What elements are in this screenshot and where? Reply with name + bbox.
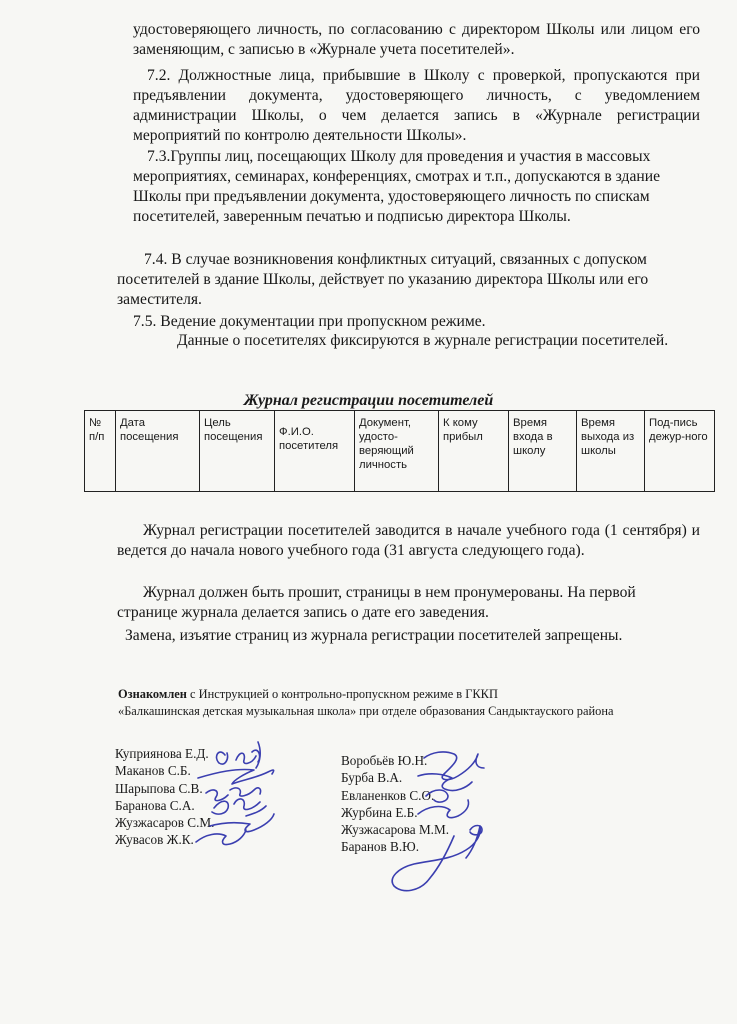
acknowledgement-text: с Инструкцией о контрольно-пропускном режиме в ГККП xyxy=(186,687,498,701)
table-header-cell: Под-пись дежур-ного xyxy=(645,411,715,492)
signatory-name: Маканов С.Б. xyxy=(115,763,191,779)
signatories-right xyxy=(341,752,449,856)
paragraph-7-4: 7.4. В случае возникновения конфликтных ситуаций, связанных с допуском посетителей в здание Школы, действует по указанию директора Школы или его заместителя. xyxy=(117,251,649,308)
signature-mark xyxy=(210,814,274,832)
table-header-cell: Ф.И.О. посетителя xyxy=(275,411,355,492)
table-header-cell: К кому прибыл xyxy=(439,411,509,492)
signatory-name: Жузжасаров С.М. xyxy=(115,815,215,831)
paragraph-7-5: 7.5. Ведение документации при пропускном режиме. xyxy=(133,313,486,330)
signatory-name: Евланенков С.О. xyxy=(341,787,435,803)
table-title: Журнал регистрации посетителей xyxy=(243,392,494,409)
paragraph-pages-replacement: Замена, изъятие страниц из журнала регистрации посетителей запрещены. xyxy=(125,627,623,644)
acknowledgement-bold: Ознакомлен xyxy=(118,687,187,701)
table-header-cell: № п/п xyxy=(85,411,116,492)
signature-mark xyxy=(470,826,482,835)
table-header-cell: Дата посещения xyxy=(116,411,200,492)
signatories-left xyxy=(115,745,214,849)
paragraph-1: удостоверяющего личность, по согласованию с директором Школы или лицом его заменяющим, с записью в «Журнале учета посетителей». xyxy=(133,21,700,58)
signatory-name: Баранова С.А. xyxy=(115,797,195,813)
signatory-name: Жувасов Ж.К. xyxy=(115,832,194,848)
signatory-name: Жузжасарова М.М. xyxy=(341,822,450,838)
acknowledgement-line-1 xyxy=(118,686,718,703)
paragraph-7-3: 7.3.Группы лиц, посещающих Школу для проведения и участия в массовых мероприятиях, семинарах, конференциях, смотрах и т.п., допускаются в здание Школы при предъявлении документа, удостоверяющего личность по спискам посетителей, заверенным печатью и подписью директора Школы. xyxy=(133,148,660,225)
signatory-name: Журбина Е.Б. xyxy=(341,804,418,820)
acknowledgement-line-2: «Балкашинская детская музыкальная школа» при отделе образования Сандыктауского района xyxy=(118,704,614,718)
table-header-row xyxy=(85,411,715,492)
paragraph-visitors-data: Данные о посетителях фиксируются в журнале регистрации посетителей. xyxy=(177,332,669,349)
paragraph-journal-stitched: Журнал должен быть прошит, страницы в нем пронумерованы. На первой странице журнала делается запись о дате его заведения. xyxy=(117,584,636,621)
signatory-name: Бурба В.А. xyxy=(341,770,403,786)
signature-mark xyxy=(212,799,266,816)
table-header-cell: Цель посещения xyxy=(200,411,275,492)
paragraph-journal-period: Журнал регистрации посетителей заводится в начале учебного года (1 сентября) и ведется до начала нового учебного года (31 августа следующего года). xyxy=(117,522,700,559)
signatory-name: Баранов В.Ю. xyxy=(341,839,419,855)
table-header-cell: Время выхода из школы xyxy=(577,411,645,492)
paragraph-7-2: 7.2. Должностные лица, прибывшие в Школу с проверкой, пропускаются при предъявлении документа, удостоверяющего личность, с уведомлением администрации Школы, о чем делается запись в «Журнале регистрации мероприятий по контролю деятельности Школы». xyxy=(133,67,700,144)
signatory-name: Куприянова Е.Д. xyxy=(115,746,209,761)
table-header-cell: Документ, удосто-веряющий личность xyxy=(355,411,439,492)
signatory-name: Шарыпова С.В. xyxy=(115,780,203,796)
signatory-name: Воробьёв Ю.Н. xyxy=(341,753,428,768)
table-header-cell: Время входа в школу xyxy=(509,411,577,492)
signature-mark xyxy=(217,742,261,768)
visitor-journal-table xyxy=(84,410,715,492)
